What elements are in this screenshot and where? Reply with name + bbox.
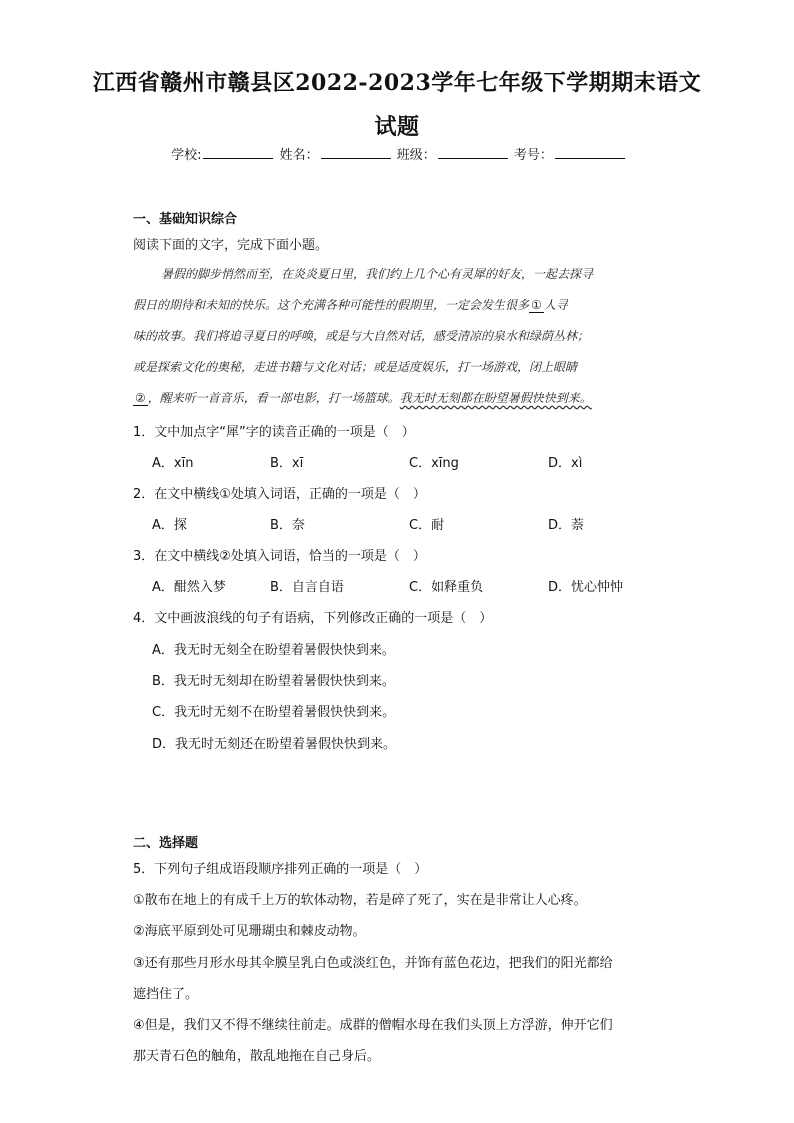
q1-option-c[interactable]: C．xīng <box>409 456 459 471</box>
q2-option-b[interactable]: B．奈 <box>270 518 305 533</box>
document-title-line2: 试题 <box>374 114 420 140</box>
class-blank <box>438 146 508 159</box>
passage-text: 人寻 <box>543 298 568 312</box>
class-label: 班级： <box>396 148 436 163</box>
q3-option-c[interactable]: C．如释重负 <box>409 580 484 595</box>
q4-option-b[interactable]: B．我无时无刻却在盼望着暑假快快到来。 <box>152 674 395 689</box>
question-3-stem: 3．在文中横线②处填入词语，恰当的一项是（ ） <box>133 549 426 564</box>
school-blank <box>203 146 273 159</box>
passage-line: 或是探索文化的奥秘，走进书籍与文化对话；或是适度娱乐，打一场游戏，闭上眼睛 <box>133 360 578 374</box>
q3-option-a[interactable]: A．酣然入梦 <box>152 580 226 595</box>
exam-no-blank <box>555 146 625 159</box>
document-title-line1: 江西省赣州市赣县区2022-2023学年七年级下学期期末语文 <box>92 70 702 96</box>
passage-text: ，醒来听一首音乐，看一部电影，打一场篮球。 <box>147 391 400 405</box>
q5-sentence-4-cont: 那天青石色的触角，散乱地拖在自己身后。 <box>133 1049 381 1064</box>
blank-2: ② <box>135 391 146 405</box>
name-label: 姓名： <box>279 148 319 163</box>
blank-1: ① <box>531 298 542 312</box>
q5-sentence-3-cont: 遮挡住了。 <box>133 987 199 1002</box>
q1-option-d[interactable]: D．xì <box>548 456 583 471</box>
passage-line <box>133 389 592 406</box>
q4-option-d[interactable]: D．我无时无刻还在盼望着暑假快快到来。 <box>152 737 397 752</box>
question-1-stem: 1．文中加点字“犀”字的读音正确的一项是（ ） <box>133 425 415 440</box>
section2-heading: 二、选择题 <box>133 836 199 851</box>
q2-option-a[interactable]: A．探 <box>152 518 187 533</box>
q4-option-a[interactable]: A．我无时无刻全在盼望着暑假快快到来。 <box>152 643 395 658</box>
section1-intro: 阅读下面的文字，完成下面小题。 <box>133 238 329 253</box>
student-info-row <box>0 144 794 163</box>
school-label: 学校: <box>171 148 202 163</box>
section1-heading: 一、基础知识综合 <box>133 212 238 227</box>
q5-sentence-4: ④但是，我们又不得不继续往前走。成群的僧帽水母在我们头顶上方浮游，伸开它们 <box>133 1018 613 1033</box>
passage-text: 假日的期待和未知的快乐。这个充满各种可能性的假期里，一定会发生很多 <box>133 298 530 312</box>
q4-option-c[interactable]: C．我无时无刻不在盼望着暑假快快到来。 <box>152 705 396 720</box>
passage-line: 暑假的脚步悄然而至，在炎炎夏日里，我们约上几个心有灵犀的好友，一起去探寻 <box>161 267 594 281</box>
question-4-stem: 4．文中画波浪线的句子有语病，下列修改正确的一项是（ ） <box>133 611 493 626</box>
q3-option-b[interactable]: B．自言自语 <box>270 580 344 595</box>
name-blank <box>321 146 391 159</box>
question-2-stem: 2．在文中横线①处填入词语，正确的一项是（ ） <box>133 487 426 502</box>
q5-sentence-1: ①散布在地上的有成千上万的软体动物，若是碎了死了，实在是非常让人心疼。 <box>133 893 587 908</box>
passage-line <box>133 296 568 313</box>
q3-option-d[interactable]: D．忧心忡忡 <box>548 580 624 595</box>
exam-no-label: 考号： <box>513 148 553 163</box>
q1-option-a[interactable]: A．xīn <box>152 456 194 471</box>
q2-option-c[interactable]: C．耐 <box>409 518 445 533</box>
q5-sentence-3: ③还有那些月形水母其伞膜呈乳白色或淡红色，并饰有蓝色花边，把我们的阳光都给 <box>133 956 613 971</box>
question-5-stem: 5．下列句子组成语段顺序排列正确的一项是（ ） <box>133 862 428 877</box>
q2-option-d[interactable]: D．萘 <box>548 518 585 533</box>
q5-sentence-2: ②海底平原到处可见珊瑚虫和棘皮动物。 <box>133 924 366 939</box>
passage-line: 味的故事。我们将追寻夏日的呼唤，或是与大自然对话，感受清凉的泉水和绿荫丛林； <box>133 329 590 343</box>
wavy-underlined-sentence: 我无时无刻都在盼望暑假快快到来。 <box>399 391 592 405</box>
q1-option-b[interactable]: B．xī <box>270 456 304 471</box>
